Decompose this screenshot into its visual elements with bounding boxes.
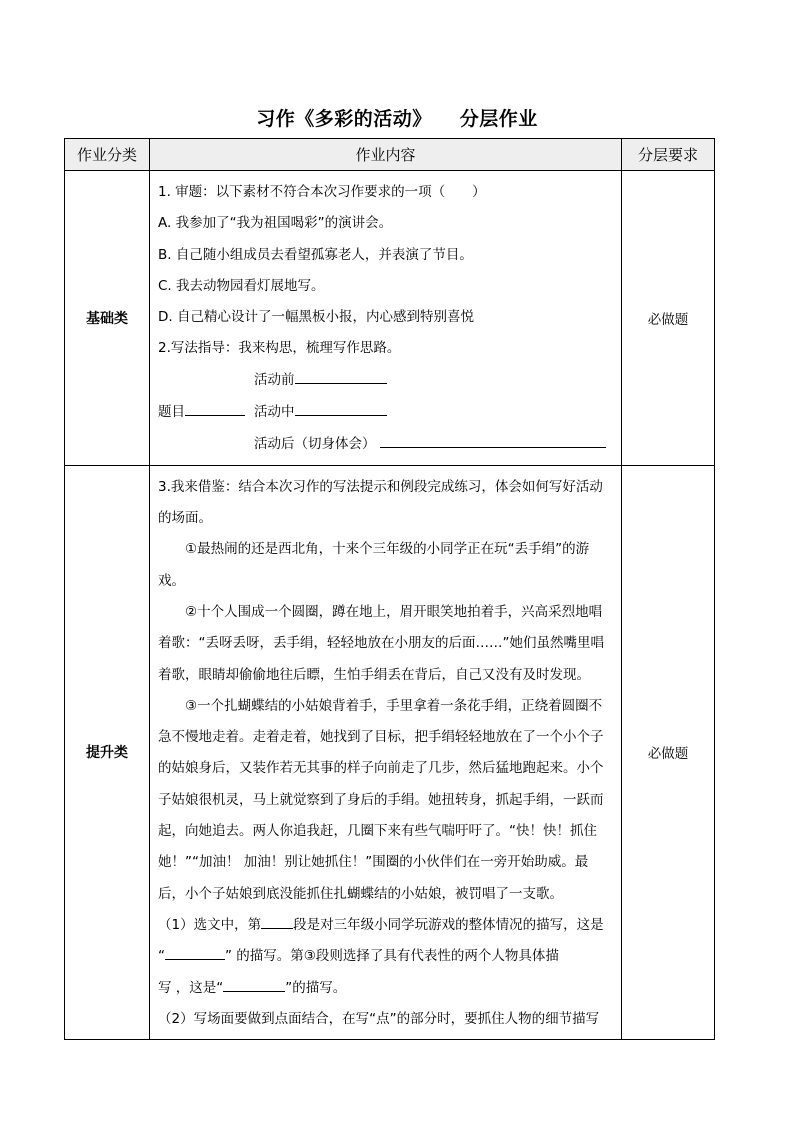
outline-during — [254, 397, 387, 428]
passage-paragraph-1: ①最热闹的还是西北角，十来个三年级的小同学正在玩“丢手绢”的游戏。 — [158, 541, 590, 589]
table-header-row — [65, 139, 715, 171]
passage-paragraph-2: ②十个人围成一个圆圈，蹲在地上，眉开眼笑地拍着手，兴高采烈地唱着歌：“丢呀丢呀，丢手绢，轻轻地放在小朋友的后面……”她们虽然嘴里唱着歌，眼睛却偷偷地往后瞟，生怕手绢丢在背后，自己又没有及时发现。 — [158, 603, 604, 683]
outline-topic — [158, 397, 245, 428]
requirement-basic: 必做题 — [622, 171, 715, 466]
writing-outline — [158, 365, 615, 461]
blank-surface-description[interactable] — [165, 944, 225, 960]
outline-before-label: 活动前 — [254, 371, 295, 388]
sub-question-1 — [158, 910, 615, 1004]
content-advanced — [150, 465, 622, 1039]
question-2: 2.写法指导：我来构思，梳理写作思路。 — [158, 340, 401, 357]
option-c: C. 我去动物园看灯展地写。 — [158, 277, 325, 294]
content-basic — [150, 171, 622, 466]
blank-after[interactable] — [380, 432, 606, 448]
header-requirement: 分层要求 — [622, 139, 715, 171]
sq1-text-c: “ — [158, 948, 165, 965]
question-3: 3.我来借鉴：结合本次习作的写法提示和例段完成练习，体会如何写好活动的场面。 — [158, 478, 603, 527]
title-sub: 分层作业 — [459, 108, 538, 130]
requirement-advanced: 必做题 — [622, 465, 715, 1039]
blank-topic[interactable] — [185, 400, 245, 416]
page-title — [0, 104, 794, 131]
sq1-text-e: 写 ，这是“ — [158, 979, 224, 996]
category-advanced: 提升类 — [65, 465, 150, 1039]
option-d: D. 自己精心设计了一幅黑板小报，内心感到特别喜悦 — [158, 309, 474, 326]
passage-paragraph-3: ③一个扎蝴蝶结的小姑娘背着手，手里拿着一条花手绢，正绕着圆圈不急不慢地走着。走着走着，她找到了目标，把手绢轻轻地放在了一个小个子的姑娘身后，又装作若无其事的样子向前走了几步，然后猛地跑起来。小个子姑娘很机灵，马上就觉察到了身后的手绢。她扭转身，抓起手绢，一跃而起，向她追去。两人你追我赶，几圈下来有些气喘吁吁了。“快！快！抓住她！”“加油！ 加油！别让她抓住！”围圈的小伙伴们在一旁开始助威。最后，小个子姑娘到底没能抓住扎蝴蝶结的小姑娘，被罚唱了一支歌。 — [158, 697, 604, 902]
outline-topic-label: 题目 — [158, 403, 185, 420]
outline-before — [254, 365, 387, 396]
outline-during-label: 活动中 — [254, 403, 295, 420]
sq1-text-d: ” 的描写。第③段则选择了具有代表性的两个人物具体描 — [225, 948, 559, 965]
header-content: 作业内容 — [150, 139, 622, 171]
option-b: B. 自己随小组成员去看望孤寡老人，并表演了节目。 — [158, 246, 473, 263]
sq1-text-b: 段是对三年级小同学玩游戏的整体情况的描写，这是 — [293, 916, 604, 933]
table-row-advanced — [65, 465, 715, 1039]
sq1-text-a: （1）选文中，第 — [158, 916, 262, 933]
blank-paragraph-number[interactable] — [261, 913, 293, 929]
sq1-text-f: ”的描写。 — [285, 979, 347, 996]
table-row-basic — [65, 171, 715, 466]
option-a: A. 我参加了“我为祖国喝彩”的演讲会。 — [158, 215, 393, 232]
homework-table — [64, 138, 715, 1040]
blank-during[interactable] — [295, 400, 387, 416]
sub-question-2: （2）写场面要做到点面结合，在写“点”的部分时，要抓住人物的细节描写 — [158, 1010, 600, 1027]
question-1: 1. 审题：以下素材不符合本次习作要求的一项（ ） — [158, 184, 486, 200]
outline-after — [254, 429, 606, 460]
blank-before[interactable] — [295, 368, 387, 384]
blank-point-description[interactable] — [223, 976, 285, 992]
outline-after-label: 活动后（切身体会） — [254, 435, 376, 452]
header-category: 作业分类 — [65, 139, 150, 171]
category-basic: 基础类 — [65, 171, 150, 466]
title-main: 习作《多彩的活动》 — [256, 108, 432, 130]
